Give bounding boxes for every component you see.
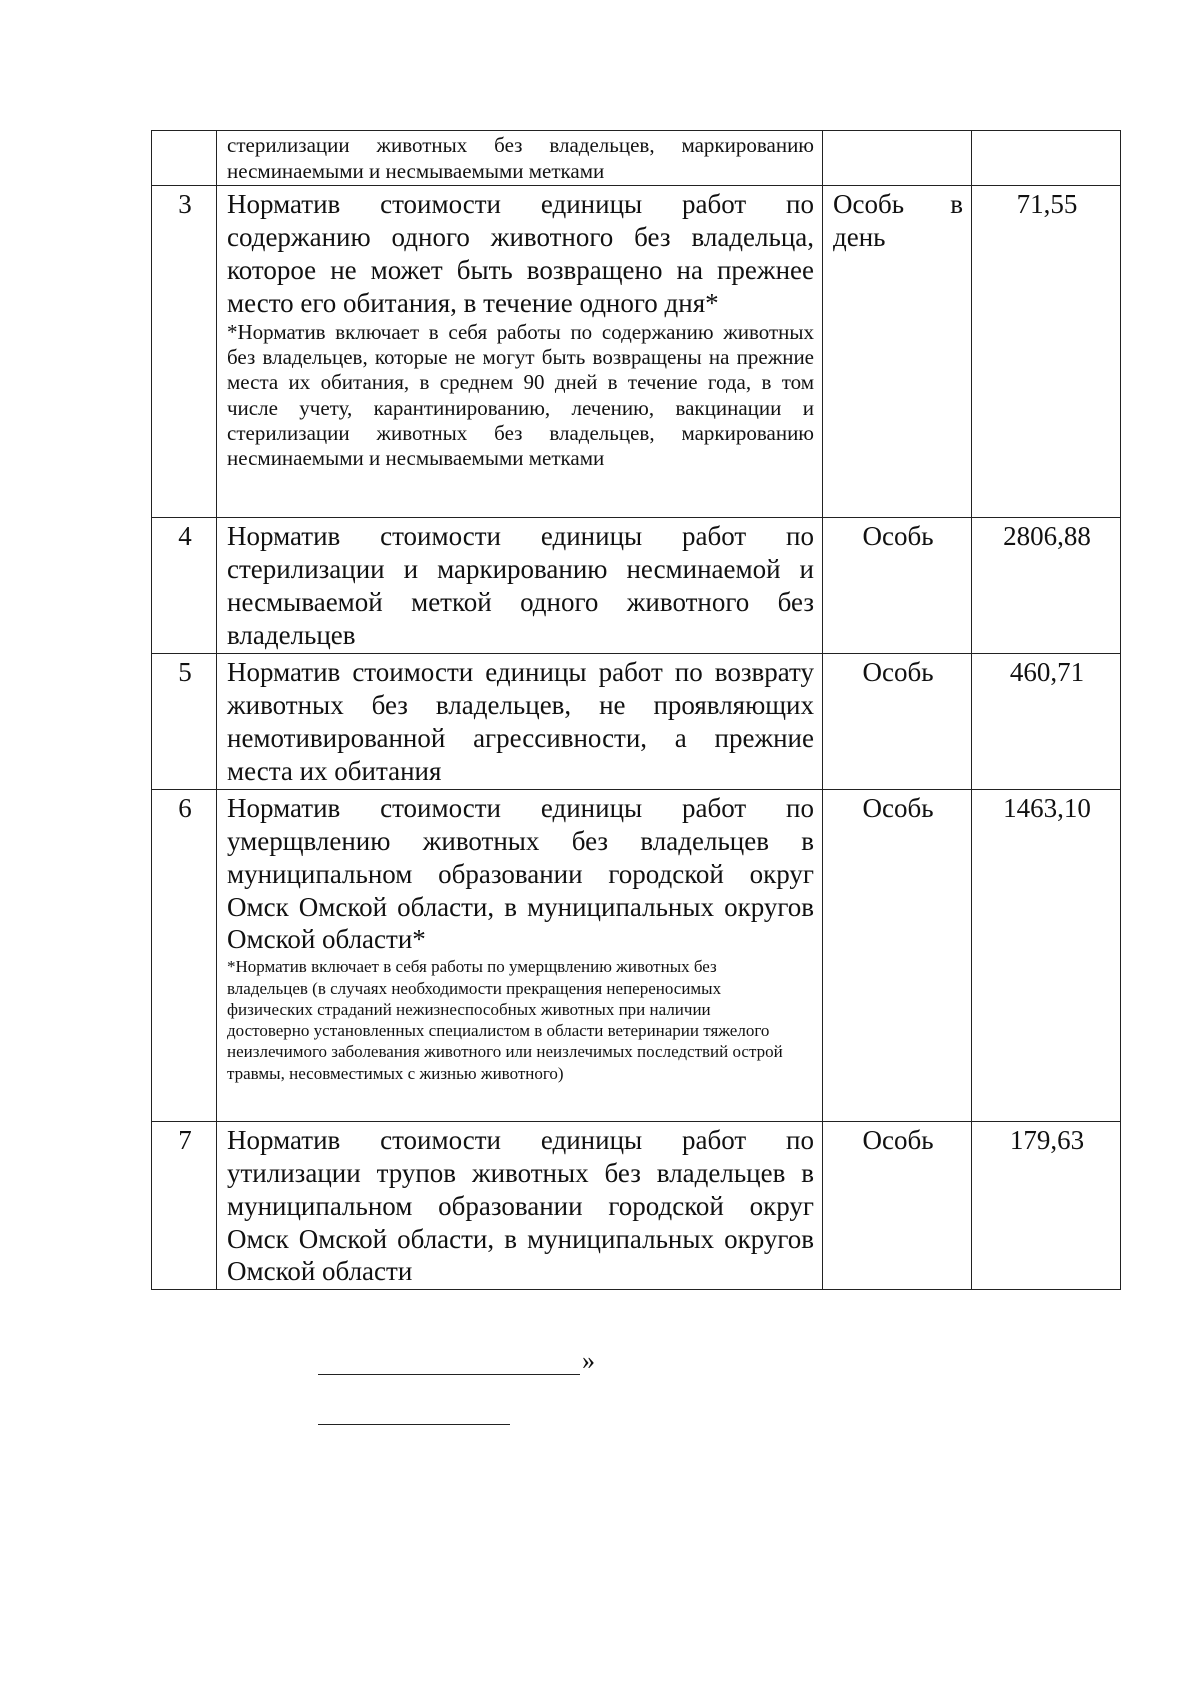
row-value: 460,71: [972, 653, 1121, 789]
row-value: 71,55: [972, 186, 1121, 518]
row-number: [152, 131, 217, 186]
row-value: 2806,88: [972, 518, 1121, 654]
table-row: [152, 653, 1121, 789]
row-description: [217, 653, 823, 789]
row-value: [972, 131, 1121, 186]
row-number: 6: [152, 789, 217, 1121]
table-row: [152, 518, 1121, 654]
row-main-text: Норматив стоимости единицы работ по содержанию одного животного без владельца, которое не может быть возвращено на прежнее место его обитания, в течение одного дня*: [227, 189, 814, 319]
row-main-text: Норматив стоимости единицы работ по возврату животных без владельцев, не проявляющих немотивированной агрессивности, а прежние места их обитания: [227, 656, 814, 786]
row-main-text: Норматив стоимости единицы работ по умерщвлению животных без владельцев в муниципальном образовании городской округ Омск Омской области, в муниципальных округов Омской области*: [227, 792, 814, 955]
row-note: стерилизации животных без владельцев, маркированию несминаемыми и несмываемыми метками: [227, 133, 814, 183]
row-number: 4: [152, 518, 217, 654]
signature-line: [318, 1374, 580, 1375]
row-number: 7: [152, 1121, 217, 1290]
row-unit: [823, 131, 972, 186]
row-unit: Особь: [823, 518, 972, 654]
row-description: [217, 518, 823, 654]
row-main-text: Норматив стоимости единицы работ по стерилизации и маркированию несминаемой и несмываемой меткой одного животного без владельцев: [227, 521, 814, 651]
row-number: 5: [152, 653, 217, 789]
row-description: [217, 789, 823, 1121]
row-unit: Особь: [823, 653, 972, 789]
row-unit: Особь в день: [823, 186, 972, 518]
row-unit: Особь: [823, 789, 972, 1121]
row-description: [217, 131, 823, 186]
closing-quote: »: [582, 1346, 595, 1375]
table-row: [152, 186, 1121, 518]
norms-table: [151, 130, 1121, 1290]
row-description: [217, 186, 823, 518]
row-note: *Норматив включает в себя работы по содержанию животных без владельцев, которые не могут быть возвращены на прежние места их обитания, в среднем 90 дней в течение года, в том числе учету, карантинированию, лечению, вакцинации и стерилизации животных без владельцев, маркированию несминаемыми и несмываемыми метками: [227, 319, 814, 470]
table-row: [152, 1121, 1121, 1290]
row-unit: Особь: [823, 1121, 972, 1290]
row-description: [217, 1121, 823, 1290]
table-row: [152, 789, 1121, 1121]
row-number: 3: [152, 186, 217, 518]
separator-line: [318, 1424, 510, 1425]
row-note: *Норматив включает в себя работы по умерщвлению животных без владельцев (в случаях необходимости прекращения непереносимых физических страданий нежизнеспособных животных при наличии достоверно установленных специалистом в области ветеринарии тяжелого неизлечимого заболевания животного или неизлечимых последствий острой травмы, несовместимых с жизнью животного): [227, 957, 783, 1083]
row-main-text: Норматив стоимости единицы работ по утилизации трупов животных без владельцев в муниципальном образовании городской округ Омск Омской области, в муниципальных округов Омской области: [227, 1124, 814, 1287]
table-row: [152, 131, 1121, 186]
row-value: 1463,10: [972, 789, 1121, 1121]
row-value: 179,63: [972, 1121, 1121, 1290]
